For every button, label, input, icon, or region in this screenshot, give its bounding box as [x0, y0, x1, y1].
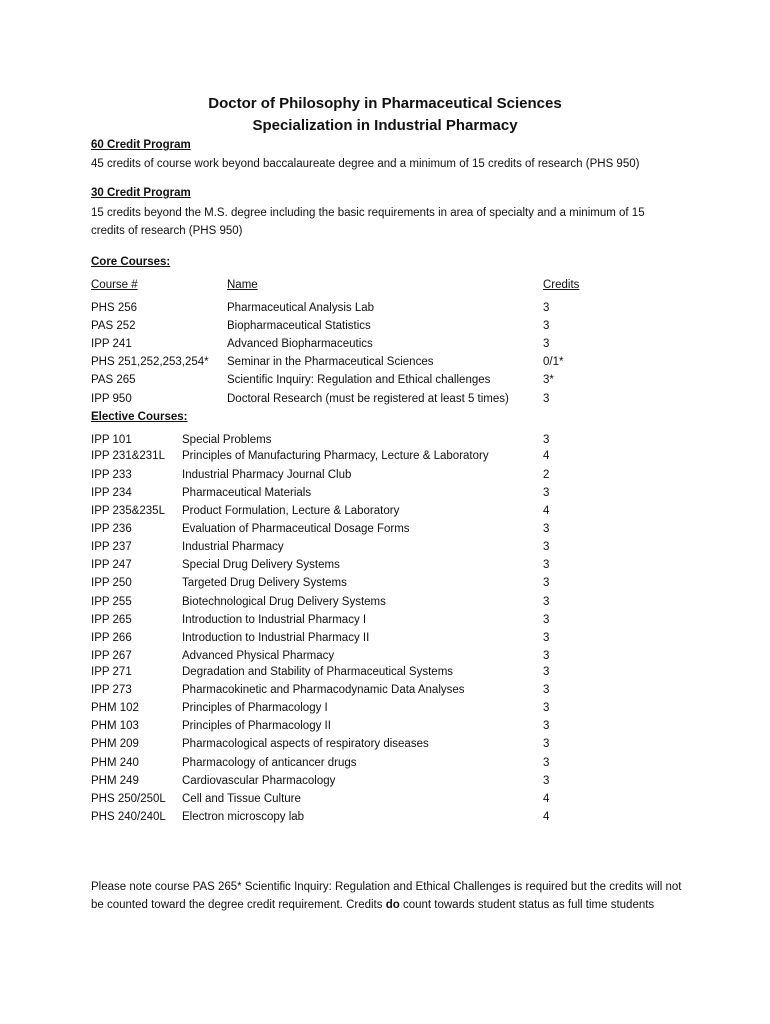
course-name: Principles of Pharmacology I: [182, 702, 328, 714]
core-table-header: [0, 279, 770, 295]
course-code: IPP 247: [91, 559, 132, 571]
table-row: [0, 720, 770, 736]
table-row: [0, 469, 770, 485]
table-row: [0, 811, 770, 827]
course-name: Pharmaceutical Analysis Lab: [227, 302, 375, 314]
elective-courses-heading: Elective Courses:: [91, 411, 188, 423]
course-name: Introduction to Industrial Pharmacy I: [182, 614, 367, 626]
course-credits: 3: [543, 720, 550, 732]
course-code: PHM 249: [91, 775, 139, 787]
course-credits: 3: [543, 650, 550, 662]
course-code: IPP 234: [91, 487, 132, 499]
course-name: Targeted Drug Delivery Systems: [182, 577, 347, 589]
table-row: [0, 393, 770, 409]
table-row: [0, 702, 770, 718]
table-row: [0, 757, 770, 773]
table-row: [0, 374, 770, 390]
credits-header: Credits: [543, 279, 580, 291]
course-credits: 3: [543, 738, 550, 750]
course-credits: 3: [543, 666, 550, 678]
course-code: PHM 102: [91, 702, 139, 714]
course-code: IPP 255: [91, 596, 132, 608]
course-name: Cell and Tissue Culture: [182, 793, 301, 805]
table-row: [0, 356, 770, 372]
table-row: [0, 541, 770, 557]
course-code: PHS 250/250L: [91, 793, 166, 805]
page-title: Doctor of Philosophy in Pharmaceutical Sciences: [208, 95, 562, 112]
course-name: Pharmacological aspects of respiratory diseases: [182, 738, 429, 750]
course-name: Electron microscopy lab: [182, 811, 305, 823]
course-code: IPP 266: [91, 632, 132, 644]
table-row: [0, 487, 770, 503]
course-credits: 3: [543, 577, 550, 589]
course-credits: 3: [543, 523, 550, 535]
course-code: IPP 950: [91, 393, 132, 405]
course-name: Seminar in the Pharmaceutical Sciences: [227, 356, 434, 368]
course-code: IPP 241: [91, 338, 132, 350]
course-credits: 3: [543, 338, 550, 350]
course-credits: 2: [543, 469, 550, 481]
course-credits: 3: [543, 393, 550, 405]
course-credits: 3*: [543, 374, 554, 386]
table-row: [0, 450, 770, 466]
course-name: Special Problems: [182, 434, 272, 446]
footnote-text-after: count towards student status as full time students: [399, 899, 655, 911]
course-name: Biopharmaceutical Statistics: [227, 320, 371, 332]
page-subtitle: Specialization in Industrial Pharmacy: [252, 117, 518, 134]
course-code: PAS 265: [91, 374, 136, 386]
course-name: Principles of Manufacturing Pharmacy, Lecture & Laboratory: [182, 450, 489, 462]
table-row: [0, 775, 770, 791]
table-row: [0, 302, 770, 318]
course-name: Advanced Biopharmaceutics: [227, 338, 373, 350]
table-row: [0, 793, 770, 809]
program-30-heading: 30 Credit Program: [91, 187, 191, 199]
course-credits: 3: [543, 684, 550, 696]
course-code: IPP 267: [91, 650, 132, 662]
course-credits: 3: [543, 302, 550, 314]
course-credits: 4: [543, 793, 550, 805]
course-code: IPP 237: [91, 541, 132, 553]
course-code: PHM 240: [91, 757, 139, 769]
course-name: Principles of Pharmacology II: [182, 720, 331, 732]
course-credits: 3: [543, 487, 550, 499]
course-code: IPP 273: [91, 684, 132, 696]
course-name: Biotechnological Drug Delivery Systems: [182, 596, 386, 608]
course-credits: 4: [543, 450, 550, 462]
course-code: IPP 250: [91, 577, 132, 589]
course-name: Scientific Inquiry: Regulation and Ethical challenges: [227, 374, 491, 386]
core-courses-heading: Core Courses:: [91, 256, 171, 268]
course-credits: 3: [543, 596, 550, 608]
course-code: PHS 251,252,253,254*: [91, 356, 209, 368]
course-code: IPP 233: [91, 469, 132, 481]
program-60-heading: 60 Credit Program: [91, 139, 191, 151]
program-60-text: 45 credits of course work beyond baccalaureate degree and a minimum of 15 credits of research (PHS 950): [91, 158, 640, 170]
course-code: PHS 256: [91, 302, 138, 314]
table-row: [0, 338, 770, 354]
table-row: [0, 650, 770, 666]
course-code: PAS 252: [91, 320, 136, 332]
course-name: Industrial Pharmacy: [182, 541, 284, 553]
table-row: [0, 738, 770, 754]
course-credits: 4: [543, 505, 550, 517]
course-code: IPP 271: [91, 666, 132, 678]
course-code: IPP 236: [91, 523, 132, 535]
course-name: Advanced Physical Pharmacy: [182, 650, 335, 662]
program-30-text: 15 credits beyond the M.S. degree including the basic requirements in area of specialty and a minimum of 15 credits of research (PHS 950): [91, 207, 645, 237]
table-row: [0, 559, 770, 575]
table-row: [0, 577, 770, 593]
table-row: [0, 434, 770, 450]
course-code: IPP 235&235L: [91, 505, 165, 517]
footnote: [91, 878, 691, 914]
course-name: Product Formulation, Lecture & Laboratory: [182, 505, 400, 517]
course-name: Industrial Pharmacy Journal Club: [182, 469, 352, 481]
table-row: [0, 523, 770, 539]
course-code: IPP 265: [91, 614, 132, 626]
course-name: Pharmacokinetic and Pharmacodynamic Data Analyses: [182, 684, 465, 696]
course-credits: 4: [543, 811, 550, 823]
course-credits: 3: [543, 632, 550, 644]
course-credits: 3: [543, 775, 550, 787]
course-credits: 3: [543, 702, 550, 714]
course-name: Doctoral Research (must be registered at least 5 times): [227, 393, 509, 405]
table-row: [0, 666, 770, 682]
table-row: [0, 684, 770, 700]
table-row: [0, 320, 770, 336]
course-code: PHS 240/240L: [91, 811, 166, 823]
course-credits: 3: [543, 614, 550, 626]
course-credits: 0/1*: [543, 356, 564, 368]
footnote-text-before: Please note course PAS 265* Scientific Inquiry: Regulation and Ethical Challenges is required but the credits will not be counted toward the degree credit requirement. Credits: [91, 881, 682, 911]
course-code: IPP 101: [91, 434, 132, 446]
course-credits: 3: [543, 559, 550, 571]
course-credits: 3: [543, 541, 550, 553]
course-name: Cardiovascular Pharmacology: [182, 775, 336, 787]
course-code: PHM 209: [91, 738, 139, 750]
table-row: [0, 505, 770, 521]
table-row: [0, 614, 770, 630]
course-credits: 3: [543, 320, 550, 332]
course-credits: 3: [543, 757, 550, 769]
table-row: [0, 596, 770, 612]
course-name-header: Name: [227, 279, 258, 291]
course-name: Special Drug Delivery Systems: [182, 559, 340, 571]
course-name: Pharmacology of anticancer drugs: [182, 757, 357, 769]
course-number-header: Course #: [91, 279, 138, 291]
course-code: IPP 231&231L: [91, 450, 165, 462]
course-name: Introduction to Industrial Pharmacy II: [182, 632, 370, 644]
footnote-emphasis: do: [385, 899, 400, 911]
course-code: PHM 103: [91, 720, 139, 732]
course-name: Degradation and Stability of Pharmaceutical Systems: [182, 666, 454, 678]
table-row: [0, 632, 770, 648]
course-name: Evaluation of Pharmaceutical Dosage Forms: [182, 523, 410, 535]
course-credits: 3: [543, 434, 550, 446]
course-name: Pharmaceutical Materials: [182, 487, 312, 499]
